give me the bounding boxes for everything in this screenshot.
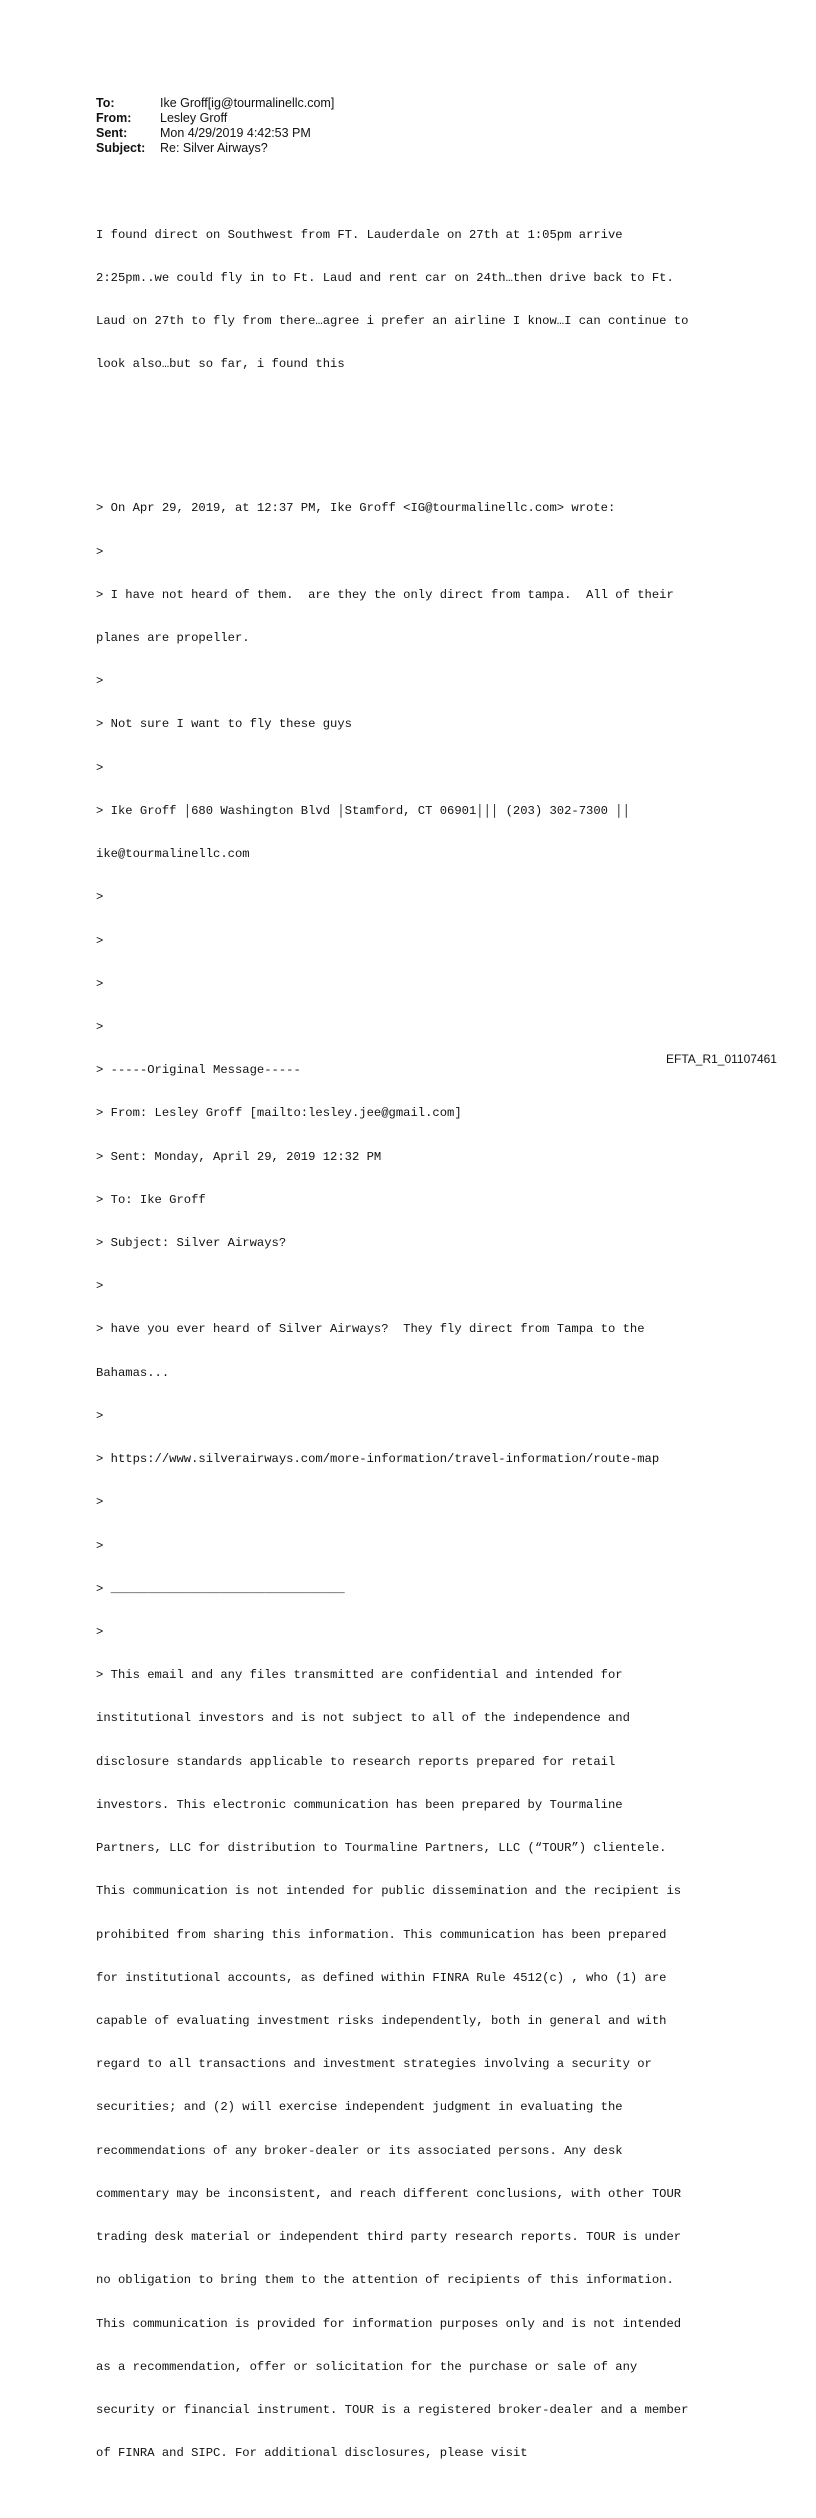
quoted-line: trading desk material or independent third party research reports. TOUR is under bbox=[96, 2230, 682, 2245]
quoted-line: no obligation to bring them to the attention of recipients of this information. bbox=[96, 2273, 674, 2288]
quoted-line: > bbox=[96, 933, 104, 948]
quoted-line: security or financial instrument. TOUR is a registered broker-dealer and a member bbox=[96, 2402, 689, 2417]
subject-row bbox=[96, 141, 334, 156]
from-label: From: bbox=[96, 111, 132, 125]
quoted-line: Bahamas... bbox=[96, 1365, 170, 1380]
quoted-message bbox=[96, 473, 736, 2490]
quoted-line: as a recommendation, offer or solicitation for the purchase or sale of any bbox=[96, 2359, 638, 2374]
quoted-line: > bbox=[96, 544, 104, 559]
quoted-line: > -----Original Message----- bbox=[96, 1063, 301, 1078]
quoted-line: > bbox=[96, 976, 104, 991]
reply-line: 2:25pm..we could fly in to Ft. Laud and rent car on 24th…then drive back to Ft. bbox=[96, 270, 674, 285]
quoted-line: > Subject: Silver Airways? bbox=[96, 1236, 287, 1251]
email-body bbox=[96, 170, 736, 2518]
quoted-line: This communication is not intended for public dissemination and the recipient is bbox=[96, 1884, 682, 1899]
paragraph-gap bbox=[96, 429, 736, 443]
quoted-line: > ________________________________ bbox=[96, 1581, 345, 1596]
quoted-line: > From: Lesley Groff [mailto:lesley.jee@gmail.com] bbox=[96, 1106, 462, 1121]
quoted-line: > bbox=[96, 760, 104, 775]
quoted-line: > bbox=[96, 674, 104, 689]
to-label: To: bbox=[96, 96, 115, 110]
reply-line: Laud on 27th to fly from there…agree i prefer an airline I know…I can continue to bbox=[96, 314, 689, 329]
quoted-line: for institutional accounts, as defined within FINRA Rule 4512(c) , who (1) are bbox=[96, 1970, 667, 1985]
quoted-line: > bbox=[96, 1279, 104, 1294]
quoted-line: > I have not heard of them. are they the only direct from tampa. All of their bbox=[96, 587, 674, 602]
subject-value: Re: Silver Airways? bbox=[160, 141, 268, 155]
quoted-line: > On Apr 29, 2019, at 12:37 PM, Ike Groff <IG@tourmalinellc.com> wrote: bbox=[96, 501, 616, 516]
quoted-line: commentary may be inconsistent, and reach different conclusions, with other TOUR bbox=[96, 2186, 682, 2201]
quoted-line: > bbox=[96, 1625, 104, 1640]
quoted-line: > have you ever heard of Silver Airways? They fly direct from Tampa to the bbox=[96, 1322, 645, 1337]
email-header bbox=[96, 96, 334, 156]
quoted-line: capable of evaluating investment risks independently, both in general and with bbox=[96, 2013, 667, 2028]
quoted-line: > bbox=[96, 1408, 104, 1423]
quoted-line: ike@tourmalinellc.com bbox=[96, 847, 250, 862]
quoted-line: of FINRA and SIPC. For additional disclosures, please visit bbox=[96, 2446, 528, 2461]
reply-line: I found direct on Southwest from FT. Lauderdale on 27th at 1:05pm arrive bbox=[96, 227, 623, 242]
quoted-line: This communication is provided for information purposes only and is not intended bbox=[96, 2316, 682, 2331]
subject-label: Subject: bbox=[96, 141, 146, 155]
quoted-line: > This email and any files transmitted are confidential and intended for bbox=[96, 1668, 623, 1683]
sent-row bbox=[96, 126, 334, 141]
quoted-line: investors. This electronic communication has been prepared by Tourmaline bbox=[96, 1797, 623, 1812]
from-row bbox=[96, 111, 334, 126]
to-value: Ike Groff[ig@tourmalinellc.com] bbox=[160, 96, 335, 110]
quoted-line: > bbox=[96, 1495, 104, 1510]
quoted-line: securities; and (2) will exercise independent judgment in evaluating the bbox=[96, 2100, 623, 2115]
quoted-line: > Ike Groff │680 Washington Blvd │Stamford, CT 06901│││ (203) 302-7300 ││ bbox=[96, 803, 630, 818]
sent-label: Sent: bbox=[96, 126, 128, 140]
quoted-line: > https://www.silverairways.com/more-information/travel-information/route-map bbox=[96, 1452, 660, 1467]
sent-value: Mon 4/29/2019 4:42:53 PM bbox=[160, 126, 311, 140]
quoted-line: Partners, LLC for distribution to Tourmaline Partners, LLC (“TOUR”) clientele. bbox=[96, 1841, 667, 1856]
quoted-line: prohibited from sharing this information. This communication has been prepared bbox=[96, 1927, 667, 1942]
quoted-line: planes are propeller. bbox=[96, 630, 250, 645]
quoted-line: > To: Ike Groff bbox=[96, 1192, 206, 1207]
quoted-line: > bbox=[96, 1019, 104, 1034]
quoted-line: > bbox=[96, 1538, 104, 1553]
quoted-line: institutional investors and is not subject to all of the independence and bbox=[96, 1711, 630, 1726]
to-row bbox=[96, 96, 334, 111]
quoted-line: > Sent: Monday, April 29, 2019 12:32 PM bbox=[96, 1149, 382, 1164]
quoted-line: > Not sure I want to fly these guys bbox=[96, 717, 352, 732]
reply-line: look also…but so far, i found this bbox=[96, 357, 345, 372]
quoted-line: disclosure standards applicable to research reports prepared for retail bbox=[96, 1754, 616, 1769]
quoted-line: recommendations of any broker-dealer or its associated persons. Any desk bbox=[96, 2143, 623, 2158]
document-id: EFTA_R1_01107461 bbox=[666, 1052, 777, 1066]
quoted-line: regard to all transactions and investment strategies involving a security or bbox=[96, 2057, 652, 2072]
quoted-line: > bbox=[96, 890, 104, 905]
from-value: Lesley Groff bbox=[160, 111, 228, 125]
reply-message bbox=[96, 199, 736, 401]
